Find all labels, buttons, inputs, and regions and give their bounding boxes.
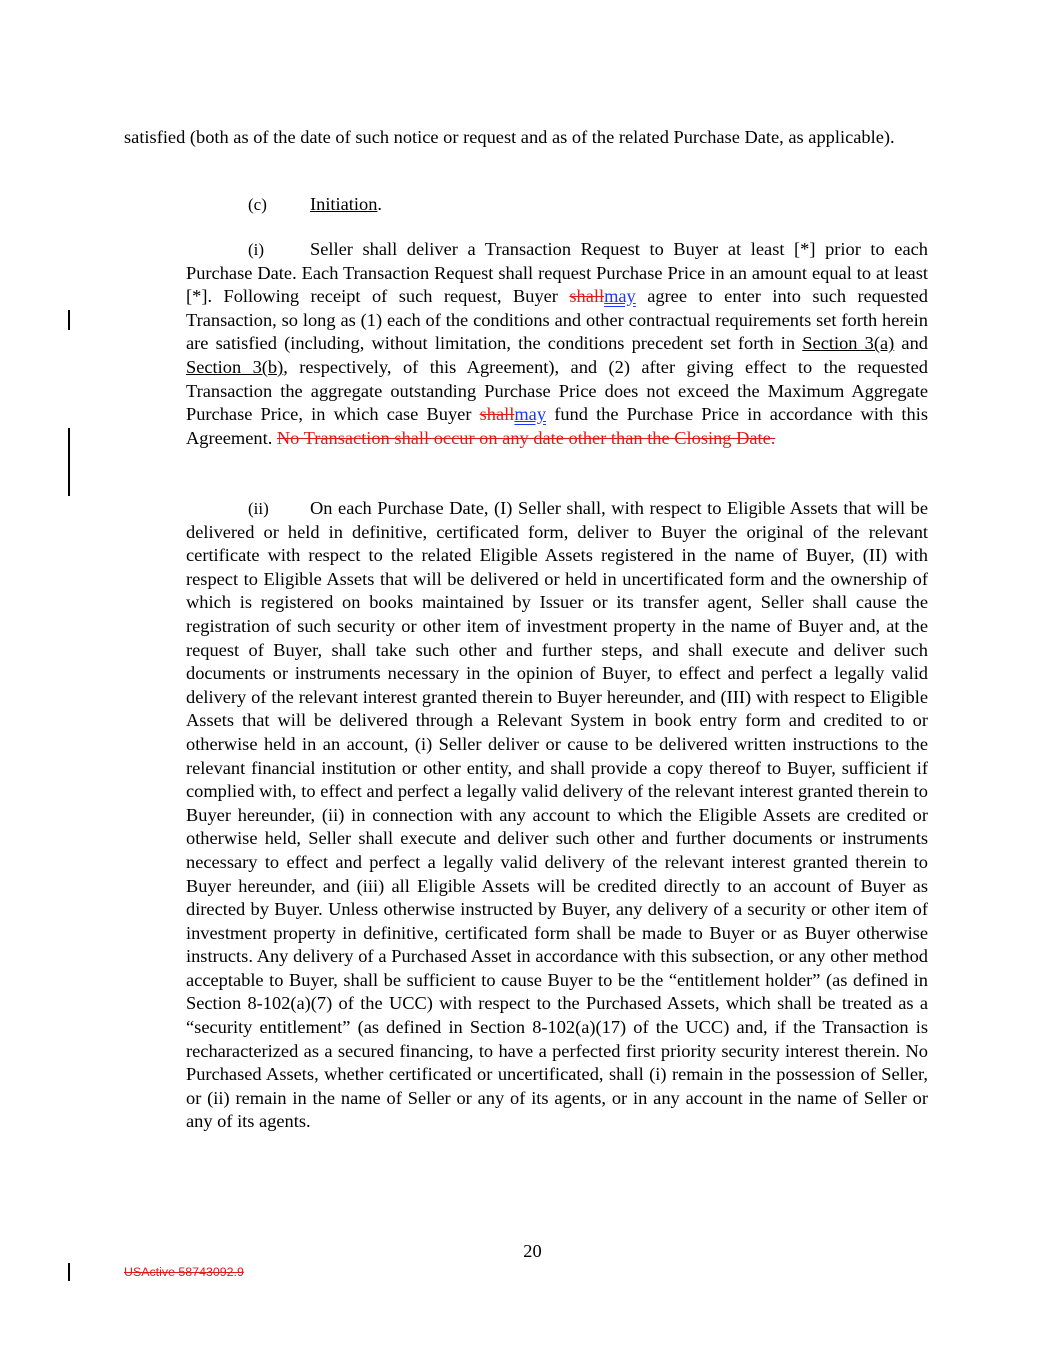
deleted-text: shall (479, 404, 515, 425)
paragraph-i-text-4: , respectively, of this Agreement), and (2) after giving effect to the requested Transaction the aggregate outstanding Purchase Price does not exceed the Maximum Aggregate Purchase Price, in which case Buyer (186, 356, 928, 425)
intro-paragraph: satisfied (both as of the date of such notice or request and as of the related Purchase Date, as applicable). (124, 127, 895, 147)
paragraph-ii-text: On each Purchase Date, (I) Seller shall, with respect to Eligible Assets that will be delivered or held in definitive, certificated form, deliver to Buyer the original of the relevant certificate with respect to the related Eligible Assets registered in the name of Buyer, (II) with respect to Eligible Assets that will be delivered or held in uncertificated form and the ownership of which is registered on books maintained by Issuer or its transfer agent, Seller shall cause the registration of such security or other item of investment property in the name of Buyer and, at the request of Buyer, shall take such other and further steps, and shall execute and deliver such documents or instruments necessary in the opinion of Buyer, to effect and perfect a legally valid delivery of the relevant interest granted therein to Buyer hereunder, and (III) with respect to Eligible Assets that will be delivered through a Relevant System in book entry form and credited to or otherwise held in an account, (i) Seller deliver or cause to be delivered written instructions to the relevant financial institution or other entity, and shall provide a copy thereof to Buyer, sufficient if complied with, to effect and perfect a legally valid delivery of the relevant interest granted therein to Buyer hereunder, (ii) in connection with any account to which the Eligible Assets are credited or otherwise held, Seller shall execute and deliver such other and further documents or instruments necessary to effect and perfect a legally valid delivery of the relevant interest granted therein to Buyer hereunder, and (iii) all Eligible Assets will be credited directly to an account of Buyer as directed by Buyer. Unless otherwise instructed by Buyer, any delivery of a security or other item of investment property in definitive, certificated form shall be made to Buyer or as Buyer otherwise instructs. Any delivery of a Purchased Asset in accordance with this subsection, or any other method acceptable to Buyer, shall be sufficient to cause Buyer to be the “entitlement holder” (as defined in Section 8-102(a)(7) of the UCC) with respect to the Purchased Assets, which shall be treated as a “security entitlement” (as defined in Section 8-102(a)(17) of the UCC) and, if the Transaction is recharacterized as a secured financing, to have a perfected first priority security interest therein. No Purchased Assets, whether certificated or uncertificated, shall (i) remain in the possession of Seller, or (ii) remain in the name of Seller or any of its agents, or in any account in the name of Seller or any of its agents. (186, 498, 928, 1132)
deleted-text: shall (569, 286, 605, 307)
section-heading-c (248, 193, 648, 217)
paragraph-i (186, 238, 928, 450)
paragraph-i-lead (184, 238, 310, 262)
change-bar (68, 310, 70, 330)
paragraph-i-number: (i) (248, 240, 265, 259)
inserted-text: may (604, 286, 636, 307)
section-title: Initiation (310, 194, 378, 214)
paragraph-ii-number: (ii) (248, 499, 269, 518)
section-number: (c) (248, 195, 267, 214)
section-title-suffix: . (377, 194, 383, 214)
paragraph-i-text-2: agree to enter into such requested Transaction, so long as (1) each of the conditions and other contractual requirements set forth herein are satisfied (including, without limitation, the conditions precedent set forth in (186, 286, 928, 354)
inserted-text: may (514, 404, 547, 425)
deleted-sentence: No Transaction shall occur on any date other than the Closing Date. (276, 427, 776, 448)
paragraph-i-text-3: and (894, 333, 928, 354)
document-id: USActive 58743092.9 (124, 1265, 244, 1279)
paragraph-ii (186, 497, 928, 1134)
change-bar (68, 428, 70, 496)
paragraph-i-text-5: fund the Purchase Price in accordance with this Agreement. (186, 404, 928, 448)
section-ref-3b: Section 3(b) (186, 356, 284, 377)
page-number: 20 (523, 1241, 542, 1261)
change-bar (68, 1263, 70, 1281)
paragraph-i-text-1: Seller shall deliver a Transaction Request to Buyer at least [*] prior to each Purchase Date. Each Transaction Request shall request Purchase Price in an amount equal to at least [*]. Following receipt of such request, Buyer (186, 239, 928, 307)
section-ref-3a: Section 3(a) (802, 333, 895, 354)
paragraph-ii-lead (184, 497, 310, 521)
